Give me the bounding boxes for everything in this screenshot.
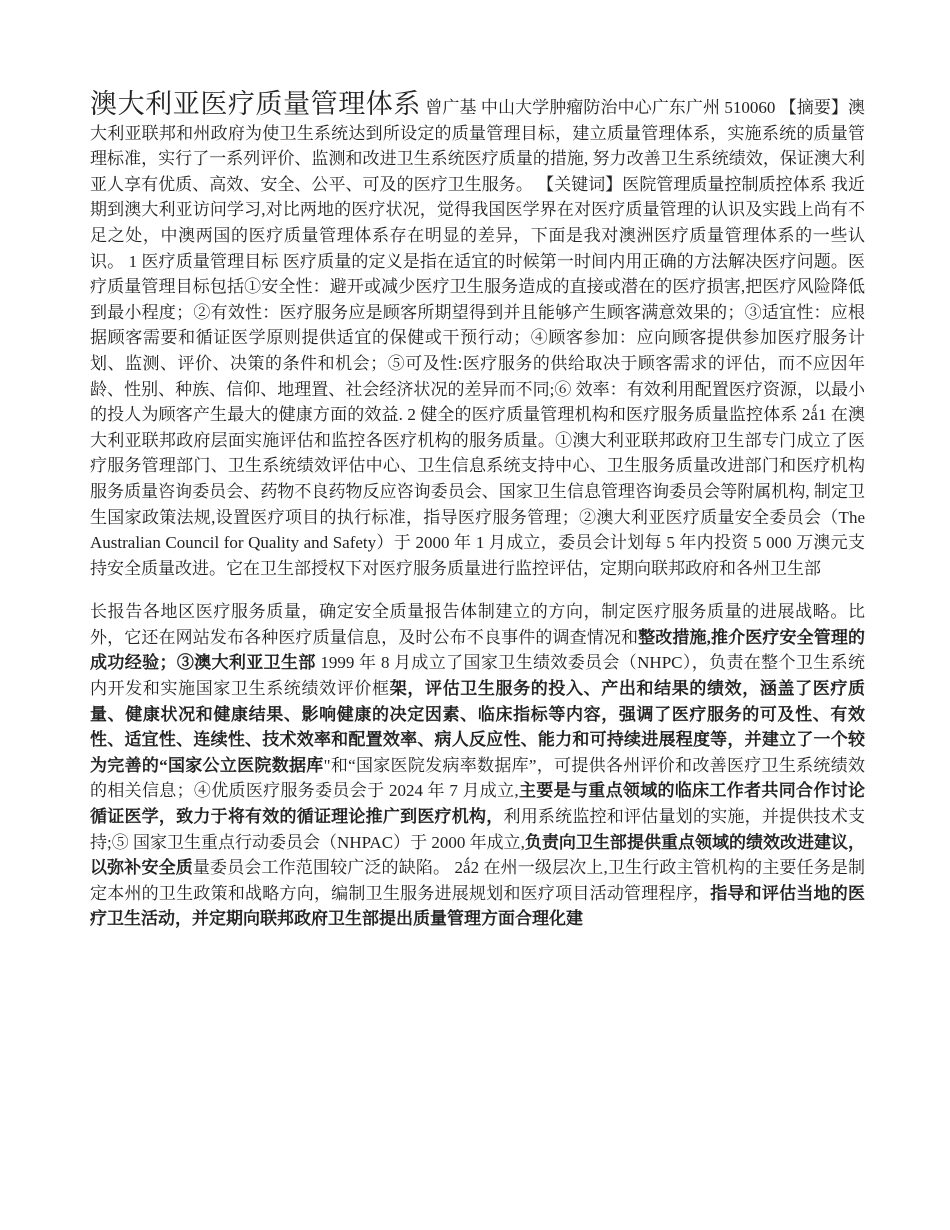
document-page [90, 89, 866, 932]
body-text-4: 架，评估卫生服务的投入、产出和结果的绩效，涵盖了医疗质量、健康状况和健康结果、影响健康的决定因素、临床指标等内容，强调了医疗服务的可及性、有效性、适宜性、连续性、技术效率和配置效率、病人反应性、能力和可持续进展程度等，并建立了一个较为完善的“国家公立医院数据库 [90, 679, 866, 775]
body-text-3: 1999 年 8 月成立了国家卫生绩效委员会（NHPC），负责在整个卫生系统内开发和实施国家卫生系统绩效评价框 [90, 653, 865, 699]
body-text-8: 负责向卫生部提供重点领域的绩效改进建议，以弥补安全质 [90, 832, 865, 878]
intro-text: 曾广基 中山大学肿瘤防治中心广东广州 510060 【摘要】澳大利亚联邦和州政府为使卫生系统达到所设定的质量管理目标，建立质量管理体系，实施系统的质量管理标准，实行了一系列评价、监测和改进卫生系统医疗质量的措施, 努力改善卫生系统绩效，保证澳大利亚人享有优质、高效、安全、公平、可及的医疗卫生服务。 【关键词】医院管理质量控制质控体系 我近期到澳大利亚访问学习,对比两地的医疗状况，觉得我国医学界在对医疗质量管理的认识及实践上尚有不足之处，中澳两国的医疗质量管理体系存在明显的差异，下面是我对澳洲医疗质量管理体系的一些认识。 1 医疗质量管理目标 医疗质量的定义是指在适宜的时候第一时间内用正确的方法解决医疗问题。医疗质量管理目标包括①安全性：避开或减少医疗卫生服务造成的直接或潜在的医疗损害,把医疗风险降低到最小程度；②有效性：医疗服务应是顾客所期望得到并且能够产生顾客满意效果的；③适宜性：应根据顾客需要和循证医学原则提供适宜的保健或干预行动；④顾客参加：应向顾客提供参加医疗服务计划、监测、评价、决策的条件和机会；⑤可及性:医疗服务的供给取决于顾客需求的评估，而不应因年龄、性别、种族、信仰、地理置、社会经济状况的差异而不同;⑥ 效率：有效利用配置医疗资源，以最小的投人为顾客产生最大的健康方面的效益. 2 健全的医疗质量管理机构和医疗服务质量监控体系 2ǻ1 在澳大利亚联邦政府层面实施评估和监控各医疗机构的服务质量。①澳大利亚联邦政府卫生部专门成立了医疗服务管理部门、卫生系统绩效评估中心、卫生信息系统支持中心、卫生服务质量改进部门和医疗机构服务质量咨询委员会、药物不良药物反应咨询委员会、国家卫生信息管理咨询委员会等附属机构, 制定卫生国家政策法规,设置医疗项目的执行标准，指导医疗服务管理；②澳大利亚医疗质量安全委员会（The Australian Council for Quality and Safety）于 2000 年 1 月成立，委员会计划每 5 年内投资 5 000 万澳元支持安全质量改进。它在卫生部授权下对医疗服务质量进行监控评估，定期向联邦政府和各州卫生部 [90, 98, 866, 578]
body-text-7: 利用系统监控和评估量划的实施，并提供技术支持;⑤ 国家卫生重点行动委员会（NHPAC）于 2000 年成立, [90, 807, 866, 852]
document-title: 澳大利亚医疗质量管理体系 [90, 89, 421, 119]
body-text-10: 指导和评估当地的医疗卫生活动，并定期向联邦政府卫生部提出质量管理方面合理化建 [90, 883, 866, 929]
body-text-1: 长报告各地区医疗服务质量，确定安全质量报告体制建立的方向，制定医疗服务质量的进展战略。比外，它还在网站发布各种医疗质量信息，及时公布不良事件的调查情况和 [90, 602, 865, 647]
body-text-5: "和“国家医院发病率数据库”，可提供各州评价和改善医疗卫生系统绩效的相关信息；④优质医疗服务委员会于 2024 年 7 月成立, [90, 755, 866, 801]
body-paragraph [90, 599, 865, 932]
intro-paragraph [90, 89, 866, 581]
body-text-6: 主要是与重点领域的临床工作者共同合作讨论循证医学，致力于将有效的循证理论推广到医疗机构， [90, 781, 866, 827]
body-text-9: 量委员会工作范围较广泛的缺陷。 2ǻ2 在州一级层次上,卫生行政主管机构的主要任务是制定本州的卫生政策和战略方向，编制卫生服务进展规划和医疗项目活动管理程序， [90, 858, 866, 903]
body-text-2: 整改措施,推介医疗安全管理的成功经验；③澳大利亚卫生部 [90, 627, 866, 673]
